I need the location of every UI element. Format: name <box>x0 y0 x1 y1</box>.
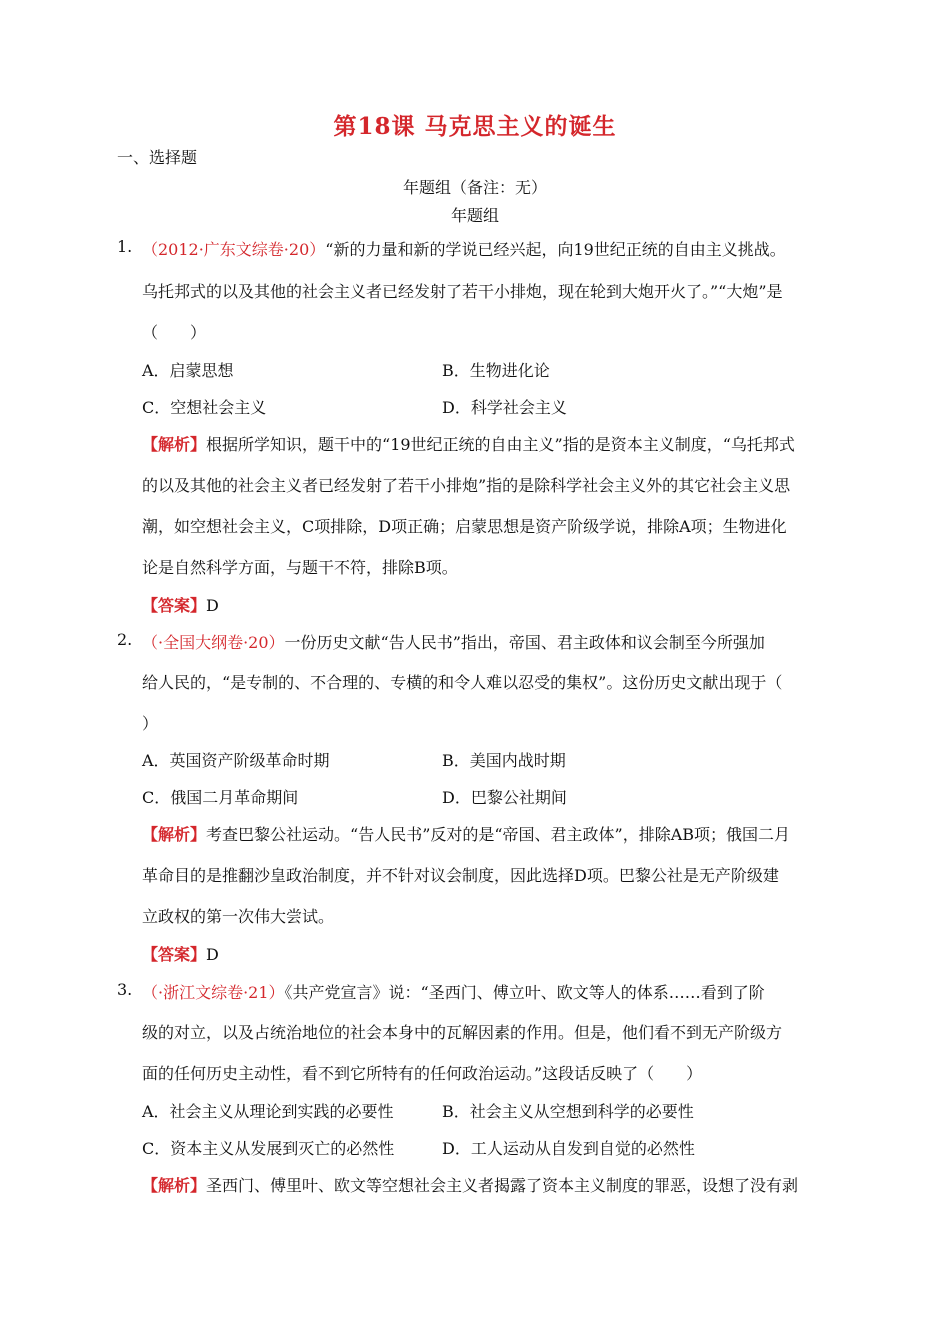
question-stem-line: 面的任何历史主动性，看不到它所特有的任何政治运动。”这段话反映了（ ） <box>142 1064 703 1083</box>
question-source: （·浙江文综卷·21） <box>142 983 285 1002</box>
lesson-title: 第18课 马克思主义的诞生 <box>333 113 617 140</box>
question-stem-line: 给人民的，“是专制的、不合理的、专横的和令人难以忍受的集权”。这份历史文献出现于（ <box>142 673 783 692</box>
option-d: D．科学社会主义 <box>442 398 567 417</box>
analysis-line: 论是自然科学方面，与题干不符，排除B项。 <box>142 558 458 577</box>
answer-tag: 【答案】 <box>142 945 207 964</box>
option-d: D．巴黎公社期间 <box>442 788 567 807</box>
analysis-tag: 【解析】 <box>142 825 207 844</box>
section-heading: 一、选择题 <box>117 148 198 167</box>
group-subheading: 年题组 <box>450 206 499 225</box>
option-a: A．社会主义从理论到实践的必要性 <box>142 1102 394 1121</box>
analysis-line: 立政权的第一次伟大尝试。 <box>142 907 335 926</box>
answer-line <box>142 593 832 616</box>
question-stem-line: （2012·广东文综卷·20）“新的力量和新的学说已经兴起，向19世纪正统的自由主义挑战。 <box>142 240 786 259</box>
option-c: C．空想社会主义 <box>142 398 267 417</box>
option-d: D．工人运动从自发到自觉的必然性 <box>442 1139 695 1158</box>
analysis-tag: 【解析】 <box>142 1176 207 1195</box>
analysis-line: 【解析】考查巴黎公社运动。“告人民书”反对的是“帝国、君主政体”，排除AB项；俄国二月 <box>142 825 791 844</box>
question-number: 3. <box>117 980 133 999</box>
question-source: （2012·广东文综卷·20） <box>142 240 326 259</box>
analysis-line: 【解析】圣西门、傅里叶、欧文等空想社会主义者揭露了资本主义制度的罪恶，设想了没有剥 <box>142 1176 799 1195</box>
question-stem-line: 乌托邦式的以及其他的社会主义者已经发射了若干小排炮，现在轮到大炮开火了。”“大炮”是 <box>142 282 783 301</box>
answer-value: D <box>206 945 219 964</box>
question-stem-line: （ ） <box>142 323 207 342</box>
analysis-line: 的以及其他的社会主义者已经发射了若干小排炮”指的是除科学社会主义外的其它社会主义思 <box>142 476 791 495</box>
question-number: 1. <box>117 237 133 256</box>
question-source: （·全国大纲卷·20） <box>142 633 285 652</box>
question-number: 2. <box>117 630 133 649</box>
answer-tag: 【答案】 <box>142 596 207 615</box>
group-heading: 年题组（备注：无） <box>402 178 547 197</box>
option-c: C．资本主义从发展到灭亡的必然性 <box>142 1139 395 1158</box>
option-b: B．美国内战时期 <box>442 751 566 770</box>
question-stem-line: ） <box>142 714 159 733</box>
answer-value: D <box>206 596 219 615</box>
analysis-tag: 【解析】 <box>142 435 207 454</box>
option-b: B．社会主义从空想到科学的必要性 <box>442 1102 694 1121</box>
question-stem-line: 级的对立，以及占统治地位的社会本身中的瓦解因素的作用。但是，他们看不到无产阶级方 <box>142 1023 783 1042</box>
analysis-line: 革命目的是推翻沙皇政治制度，并不针对议会制度，因此选择D项。巴黎公社是无产阶级建 <box>142 866 779 885</box>
answer-line <box>142 942 832 965</box>
analysis-line: 潮，如空想社会主义，C项排除，D项正确；启蒙思想是资产阶级学说，排除A项；生物进化 <box>142 517 787 536</box>
option-c: C．俄国二月革命期间 <box>142 788 299 807</box>
option-a: A．英国资产阶级革命时期 <box>142 751 330 770</box>
analysis-line: 【解析】根据所学知识，题干中的“19世纪正统的自由主义”指的是资本主义制度，“乌托邦式 <box>142 435 795 454</box>
question-stem-line: （·全国大纲卷·20）一份历史文献“告人民书”指出，帝国、君主政体和议会制至今所强加 <box>142 633 765 652</box>
option-b: B．生物进化论 <box>442 361 550 380</box>
question-stem-line: （·浙江文综卷·21）《共产党宣言》说：“圣西门、傅立叶、欧文等人的体系……看到了阶 <box>142 983 765 1002</box>
option-a: A．启蒙思想 <box>142 361 234 380</box>
